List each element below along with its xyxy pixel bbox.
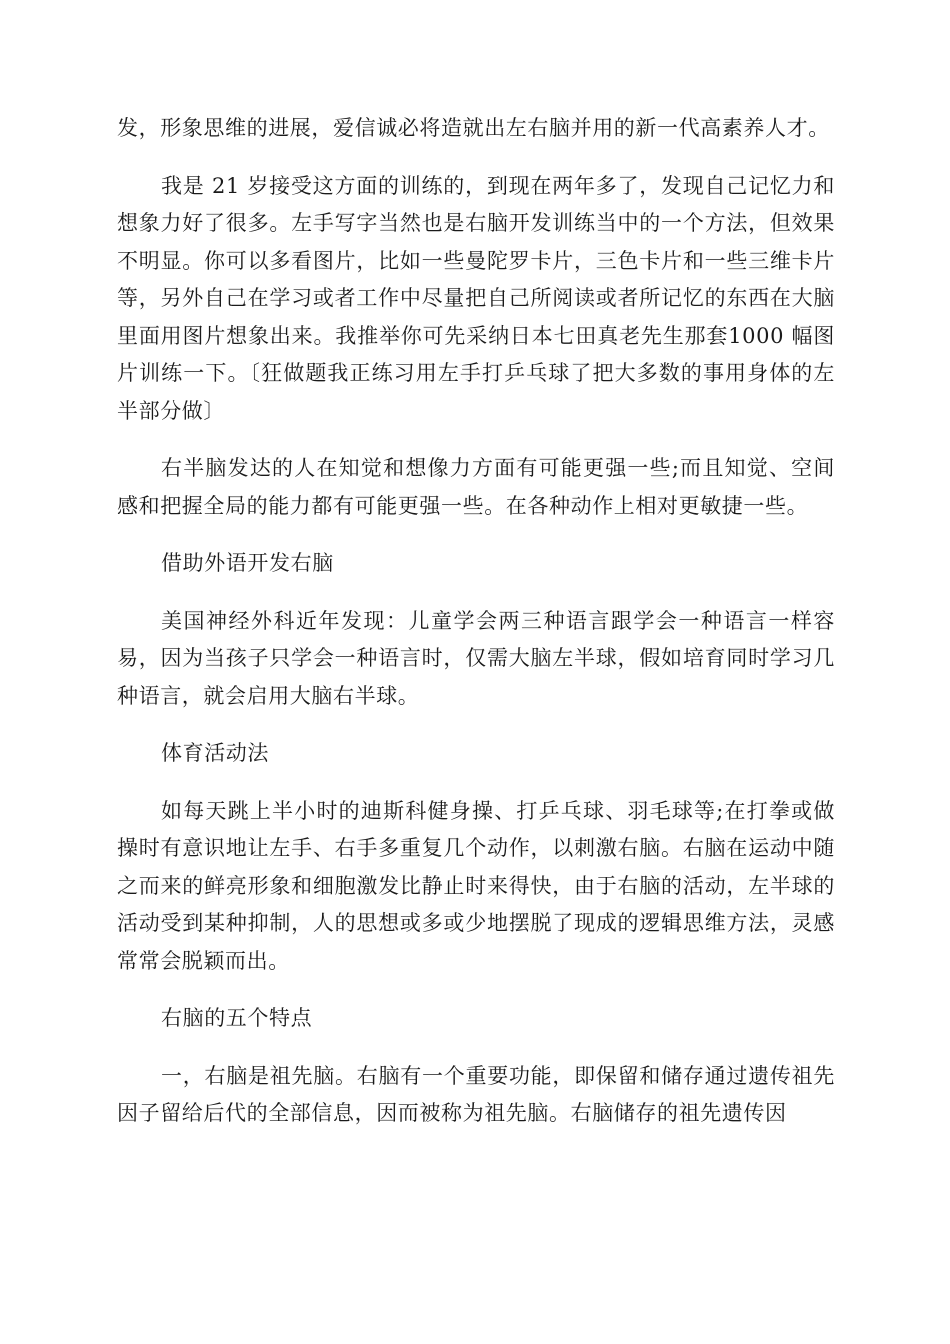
- section-heading-sports: 体育活动法: [161, 741, 269, 765]
- paragraph-sports: 如每天跳上半小时的迪斯科健身操、打乒乓球、羽毛球等;在打拳或做操时有意识地让左手、右手多重复几个动作，以刺激右脑。右脑在运动中随之而来的鲜亮形象和细胞激发比静止时来得快，由于右脑的活动，左半球的活动受到某种抑制，人的思想或多或少地摆脱了现成的逻辑思维方法，灵感常常会脱颖而出。: [117, 798, 835, 973]
- paragraph-foreign-language: 美国神经外科近年发现：儿童学会两三种语言跟学会一种语言一样容易，因为当孩子只学会一种语言时，仅需大脑左半球，假如培育同时学习几种语言，就会启用大脑右半球。: [117, 608, 835, 708]
- paragraph-right-brain-traits: 右半脑发达的人在知觉和想像力方面有可能更强一些;而且知觉、空间感和把握全局的能力都有可能更强一些。在各种动作上相对更敏捷一些。: [117, 456, 835, 518]
- paragraph-continuation: 发，形象思维的进展，爱信诚必将造就出左右脑并用的新一代高素养人才。: [117, 116, 830, 140]
- paragraph-training-experience: 我是 21 岁接受这方面的训练的，到现在两年多了，发现自己记忆力和想象力好了很多。左手写字当然也是右脑开发训练当中的一个方法，但效果不明显。你可以多看图片，比如一些曼陀罗卡片，三色卡片和一些三维卡片等，另外自己在学习或者工作中尽量把自己所阅读或者所记忆的东西在大脑里面用图片想象出来。我推举你可先采纳日本七田真老先生那套1000 幅图片训练一下。〔狂做题我正练习用左手打乒乓球了把大多数的事用身体的左半部分做〕: [117, 173, 835, 423]
- document-body: [117, 110, 835, 1153]
- section-heading-foreign-language: 借助外语开发右脑: [161, 551, 334, 575]
- paragraph-ancestor-brain: 一，右脑是祖先脑。右脑有一个重要功能，即保留和储存通过遗传祖先因子留给后代的全部信息，因而被称为祖先脑。右脑储存的祖先遗传因: [117, 1063, 835, 1125]
- section-heading-five-features: 右脑的五个特点: [161, 1006, 313, 1030]
